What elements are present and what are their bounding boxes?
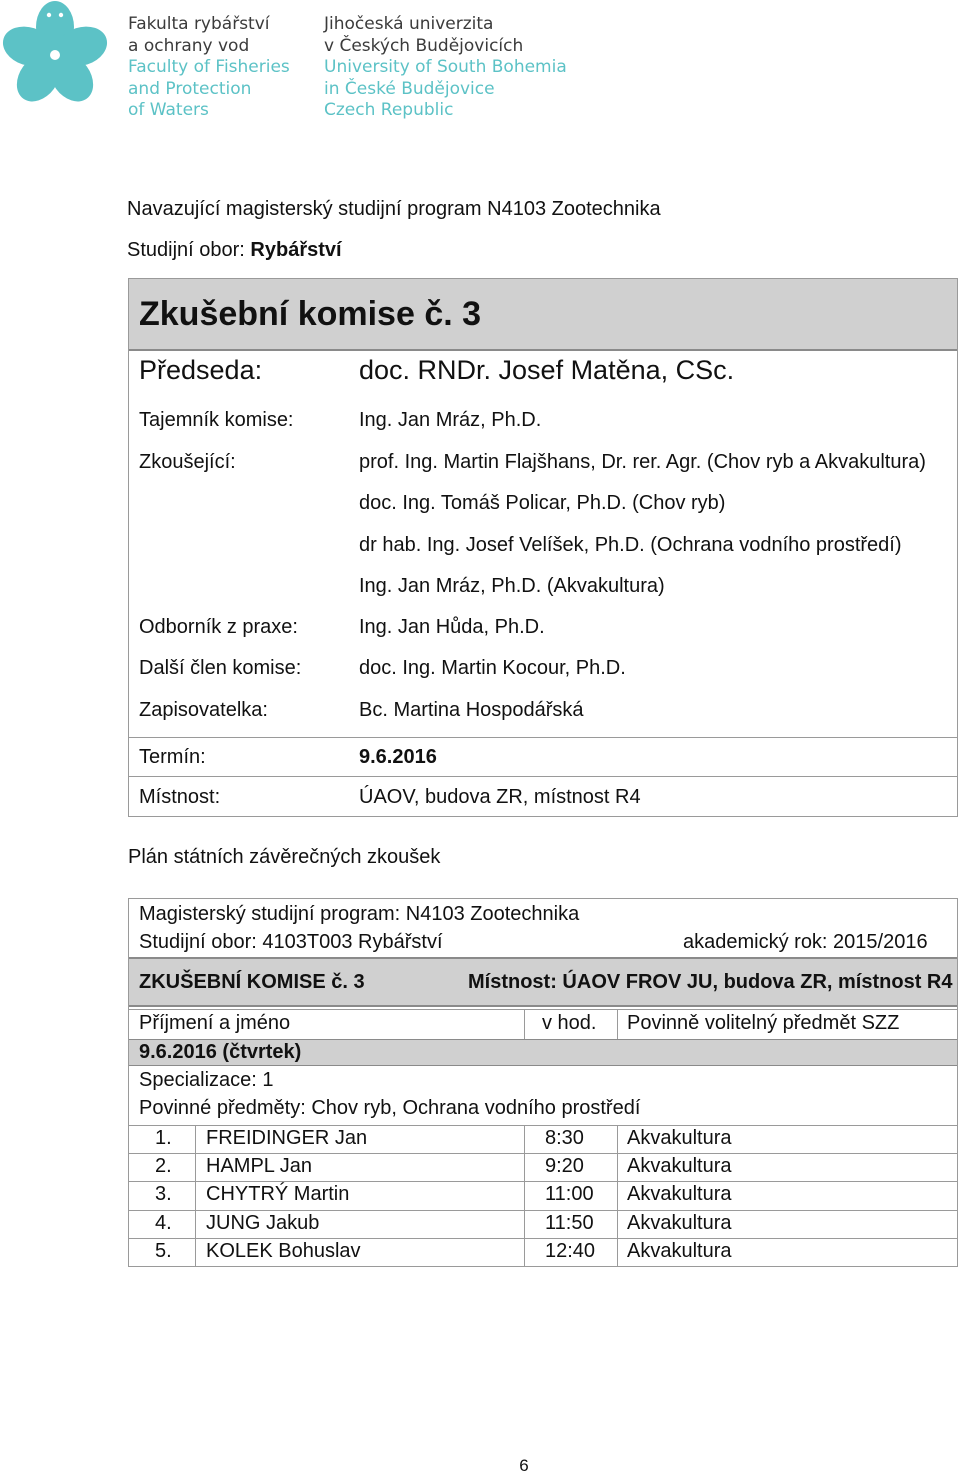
plan-table (128, 898, 958, 1267)
elective-subject: Akvakultura (627, 1155, 732, 1177)
divider (524, 1009, 525, 1039)
secretary-label: Tajemník komise: (139, 409, 294, 431)
divider (195, 1125, 196, 1267)
university-cz-line-1: Jihočeská univerzita (324, 14, 494, 34)
row-number: 5. (155, 1240, 172, 1262)
divider (129, 737, 957, 738)
university-en-line-1: University of South Bohemia (324, 57, 567, 77)
student-name: JUNG Jakub (206, 1212, 320, 1234)
plan-committee-band (129, 957, 957, 1007)
member-name: doc. Ing. Martin Kocour, Ph.D. (359, 657, 626, 679)
row-number: 4. (155, 1212, 172, 1234)
committee-box (128, 278, 958, 817)
examiner-1: prof. Ing. Martin Flajšhans, Dr. rer. Agr. (Chov ryb a Akvakultura) (359, 451, 926, 473)
divider (129, 1009, 957, 1010)
mandatory-subjects: Povinné předměty: Chov ryb, Ochrana vodního prostředí (139, 1097, 641, 1119)
exam-time: 11:50 (545, 1212, 594, 1234)
plan-room-line: Místnost: ÚAOV FROV JU, budova ZR, místnost R4 (468, 971, 953, 993)
divider (617, 1125, 618, 1267)
student-name: FREIDINGER Jan (206, 1127, 368, 1149)
specialization-line: Specializace: 1 (139, 1069, 274, 1091)
university-cz-line-2: v Českých Budějovicích (324, 35, 524, 56)
examiner-3: dr hab. Ing. Josef Velíšek, Ph.D. (Ochrana vodního prostředí) (359, 534, 902, 556)
academic-year: akademický rok: 2015/2016 (683, 931, 928, 953)
chair-name: doc. RNDr. Josef Matěna, CSc. (359, 355, 735, 385)
exam-day: 9.6.2016 (čtvrtek) (139, 1041, 302, 1063)
plan-program-line: Magisterský studijní program: N4103 Zootechnika (139, 903, 580, 925)
field-label: Studijní obor: (127, 239, 251, 261)
expert-label: Odborník z praxe: (139, 616, 298, 638)
elective-subject: Akvakultura (627, 1183, 732, 1205)
row-number: 2. (155, 1155, 172, 1177)
university-en-line-3: Czech Republic (324, 100, 454, 120)
elective-subject: Akvakultura (627, 1127, 732, 1149)
student-name: HAMPL Jan (206, 1155, 312, 1177)
student-name: CHYTRÝ Martin (206, 1183, 350, 1205)
examiners-label: Zkoušející: (139, 451, 236, 473)
examiner-2: doc. Ing. Tomáš Policar, Ph.D. (Chov ryb) (359, 492, 726, 514)
row-number: 3. (155, 1183, 172, 1205)
expert-name: Ing. Jan Hůda, Ph.D. (359, 616, 545, 638)
elective-subject: Akvakultura (627, 1240, 732, 1262)
faculty-cz-line-2: a ochrany vod (128, 35, 250, 56)
divider (129, 776, 957, 777)
field-line (127, 239, 342, 262)
recorder-label: Zapisovatelka: (139, 699, 268, 721)
plan-field-line: Studijní obor: 4103T003 Rybářství (139, 931, 443, 953)
secretary-name: Ing. Jan Mráz, Ph.D. (359, 409, 542, 431)
faculty-en-line-1: Faculty of Fisheries (128, 57, 290, 77)
plan-title: Plán státních závěrečných zkoušek (128, 846, 441, 868)
day-band (129, 1039, 957, 1066)
room-value: ÚAOV, budova ZR, místnost R4 (359, 786, 641, 808)
divider (129, 1181, 957, 1182)
elective-subject: Akvakultura (627, 1212, 732, 1234)
divider (617, 1009, 618, 1039)
divider (129, 1125, 957, 1126)
university-name (324, 14, 567, 122)
room-label: Místnost: (139, 786, 221, 808)
exam-time: 8:30 (545, 1127, 584, 1149)
student-name: KOLEK Bohuslav (206, 1240, 361, 1262)
divider (129, 1210, 957, 1211)
row-number: 1. (155, 1127, 172, 1149)
date-label: Termín: (139, 746, 206, 768)
faculty-en-line-2: and Protection (128, 78, 252, 99)
col-header-time: v hod. (542, 1012, 597, 1034)
committee-title: Zkušební komise č. 3 (139, 295, 482, 333)
divider (129, 1238, 957, 1239)
col-header-name: Příjmení a jméno (139, 1012, 291, 1034)
divider (129, 1153, 957, 1154)
recorder-name: Bc. Martina Hospodářská (359, 699, 584, 721)
plan-committee-label: ZKUŠEBNÍ KOMISE č. 3 (139, 971, 365, 993)
exam-time: 12:40 (545, 1240, 596, 1262)
petal-flower-logo-icon (0, 0, 110, 110)
chair-label: Předseda: (139, 355, 263, 385)
page-number: 6 (519, 1456, 529, 1475)
examiner-4: Ing. Jan Mráz, Ph.D. (Akvakultura) (359, 575, 665, 597)
committee-header (129, 279, 957, 351)
university-en-line-2: in České Budějovice (324, 78, 495, 99)
divider (349, 349, 957, 350)
exam-time: 9:20 (545, 1155, 584, 1177)
faculty-cz-line-1: Fakulta rybářství (128, 14, 270, 34)
divider (524, 1125, 525, 1267)
program-line: Navazující magisterský studijní program N4103 Zootechnika (127, 198, 661, 220)
field-value: Rybářství (250, 239, 342, 261)
faculty-name (128, 14, 290, 122)
exam-time: 11:00 (545, 1183, 594, 1205)
col-header-subject: Povinně volitelný předmět SZZ (627, 1012, 900, 1034)
member-label: Další člen komise: (139, 657, 302, 679)
exam-date: 9.6.2016 (359, 746, 437, 768)
faculty-en-line-3: of Waters (128, 100, 209, 120)
